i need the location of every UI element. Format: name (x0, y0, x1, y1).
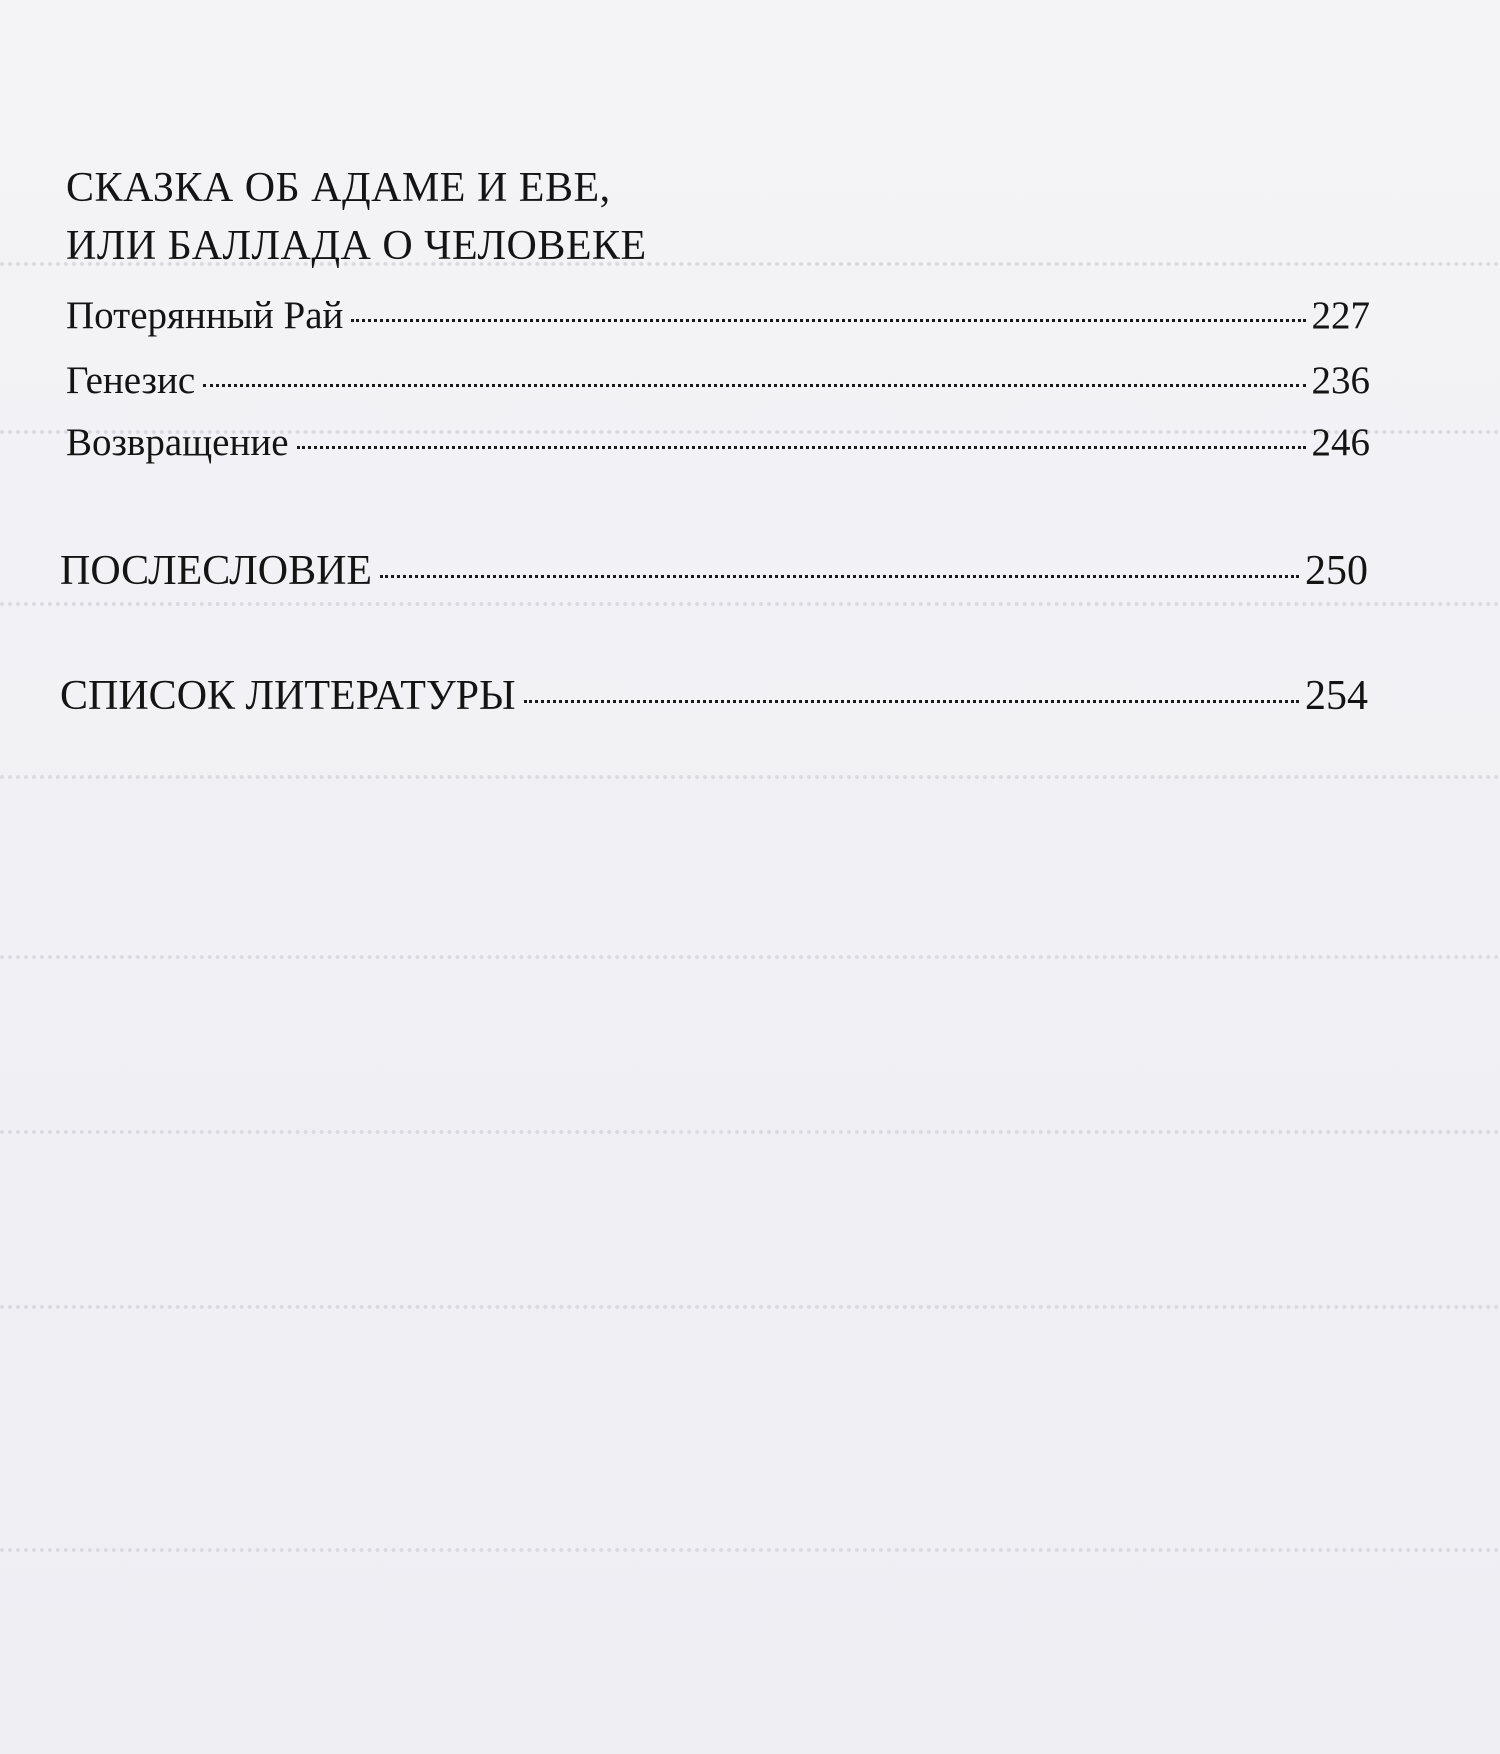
toc-major-entry-page: 250 (1305, 548, 1368, 594)
toc-major-entry[interactable] (60, 670, 1368, 722)
toc-entry-page: 246 (1311, 421, 1370, 464)
show-through-dotted-rule (0, 775, 1500, 779)
toc-entry-label: Потерянный Рай (66, 294, 344, 337)
show-through-dotted-rule (0, 955, 1500, 959)
toc-leader-dots (351, 319, 1305, 322)
toc-entry-page: 236 (1311, 359, 1370, 402)
show-through-dotted-rule (0, 1548, 1500, 1552)
toc-leader-dots (203, 384, 1305, 387)
toc-entry[interactable] (66, 292, 1370, 340)
toc-leader-dots (524, 700, 1299, 703)
show-through-dotted-rule (0, 1130, 1500, 1134)
toc-major-entry-page: 254 (1305, 673, 1368, 719)
toc-entry[interactable] (66, 419, 1370, 467)
show-through-dotted-rule (0, 602, 1500, 606)
toc-leader-dots (380, 575, 1299, 578)
section-title-line-2: ИЛИ БАЛЛАДА О ЧЕЛОВЕКЕ (66, 223, 647, 269)
toc-major-entry-label: СПИСОК ЛИТЕРАТУРЫ (60, 673, 516, 719)
toc-major-entry-label: ПОСЛЕСЛОВИЕ (60, 548, 373, 594)
toc-entry[interactable] (66, 357, 1370, 405)
toc-major-entry[interactable] (60, 545, 1368, 597)
toc-entry-page: 227 (1311, 294, 1370, 337)
toc-entry-label: Генезис (66, 359, 196, 402)
show-through-dotted-rule (0, 1305, 1500, 1309)
section-title-line-1: СКАЗКА ОБ АДАМЕ И ЕВЕ, (66, 165, 611, 211)
toc-entry-label: Возвращение (66, 421, 289, 464)
toc-leader-dots (297, 446, 1306, 449)
